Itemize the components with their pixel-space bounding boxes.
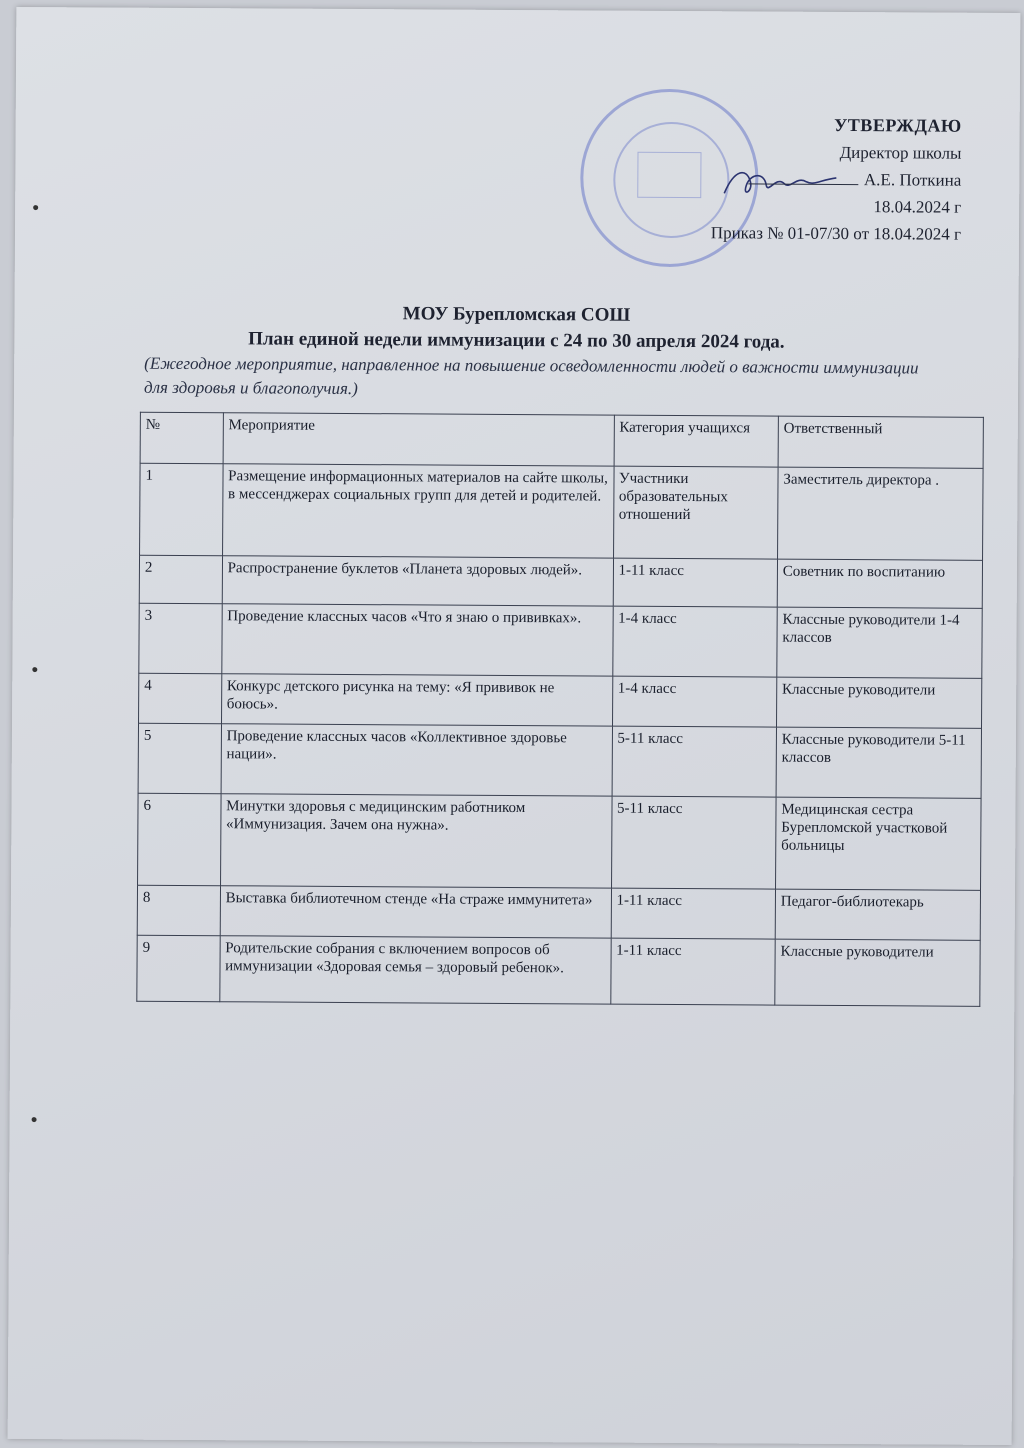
cell-responsible: Медицинская сестра Бурепломской участковой больницы (775, 797, 981, 890)
cell-event: Выставка библиотечном стенде «На страже иммунитета» (220, 886, 611, 938)
approval-heading: УТВЕРЖДАЮ (834, 114, 962, 136)
header-responsible: Ответственный (778, 416, 983, 468)
cell-number: 6 (138, 793, 221, 886)
cell-number: 5 (138, 723, 221, 794)
cell-number: 1 (140, 463, 223, 556)
cell-event: Проведение классных часов «Что я знаю о прививках». (221, 604, 612, 676)
approval-name: А.Е. Поткина (863, 170, 962, 190)
cell-event: Родительские собрания с включением вопросов об иммунизации «Здоровая семья – здоровый ребенок». (219, 936, 610, 1004)
cell-category: 5-11 класс (611, 796, 776, 889)
cell-event: Конкурс детского рисунка на тему: «Я прививок не боюсь». (221, 674, 612, 726)
cell-category: 5-11 класс (612, 726, 777, 797)
approval-position: Директор школы (839, 142, 962, 163)
cell-responsible: Классные руководители 5-11 классов (776, 727, 982, 798)
table-row (138, 793, 982, 890)
cell-responsible: Классные руководители (776, 677, 981, 728)
table-row (139, 555, 982, 608)
cell-category: 1-11 класс (613, 558, 778, 607)
cell-event: Распространение буклетов «Планета здоровых людей». (222, 556, 613, 606)
cell-number: 3 (139, 603, 222, 674)
document-titles (14, 299, 1018, 357)
cell-category: Участники образовательных отношений (613, 466, 778, 559)
document-page (8, 7, 1021, 1445)
table-row (137, 935, 980, 1006)
signature-line (748, 183, 858, 185)
cell-responsible: Педагог-библиотекарь (775, 889, 980, 940)
cell-event: Размещение информационных материалов на сайте школы, в мессенджерах социальных групп для детей и родителей. (222, 464, 613, 558)
plan-table (136, 412, 984, 1007)
seal-center (637, 152, 701, 198)
cell-responsible: Заместитель директора . (777, 467, 983, 560)
cell-category: 1-4 класс (612, 606, 777, 677)
approval-block (711, 111, 962, 248)
cell-category: 1-11 класс (611, 888, 776, 939)
hole-punch-dot (32, 1117, 37, 1122)
cell-category: 1-4 класс (612, 676, 777, 727)
cell-responsible: Советник по воспитанию (777, 559, 982, 608)
plan-title: План единой недели иммунизации с 24 по 30 апреля 2024 года. (248, 328, 785, 353)
school-name: МОУ Бурепломская СОШ (402, 303, 631, 326)
cell-number: 9 (137, 935, 220, 1002)
cell-responsible: Классные руководители (775, 939, 981, 1006)
cell-responsible: Классные руководители 1-4 классов (777, 607, 983, 678)
cell-number: 2 (139, 555, 222, 604)
approval-signature-row (711, 165, 961, 194)
table-row (139, 673, 982, 728)
cell-category: 1-11 класс (610, 938, 775, 1005)
cell-number: 8 (137, 885, 220, 936)
hole-punch-dot (33, 205, 38, 210)
table-row (140, 463, 984, 560)
table-row (139, 603, 982, 678)
table-header-row (140, 412, 983, 468)
table-row (138, 723, 981, 798)
header-event: Мероприятие (223, 413, 614, 466)
cell-event: Проведение классных часов «Коллективное здоровье нации». (221, 724, 612, 796)
header-category: Категория учащихся (614, 415, 779, 467)
plan-note: (Ежегодное мероприятие, направленное на повышение осведомленности людей о важности иммунизации для здоровья и благополучия.) (144, 353, 919, 399)
hole-punch-dot (32, 667, 37, 672)
cell-number: 4 (139, 673, 222, 724)
table-row (137, 885, 980, 940)
header-number: № (140, 412, 223, 464)
approval-order: Приказ № 01-07/30 от 18.04.2024 г (710, 223, 962, 244)
cell-event: Минутки здоровья с медицинским работником «Иммунизация. Зачем она нужна». (220, 794, 611, 888)
approval-date: 18.04.2024 г (873, 197, 962, 217)
